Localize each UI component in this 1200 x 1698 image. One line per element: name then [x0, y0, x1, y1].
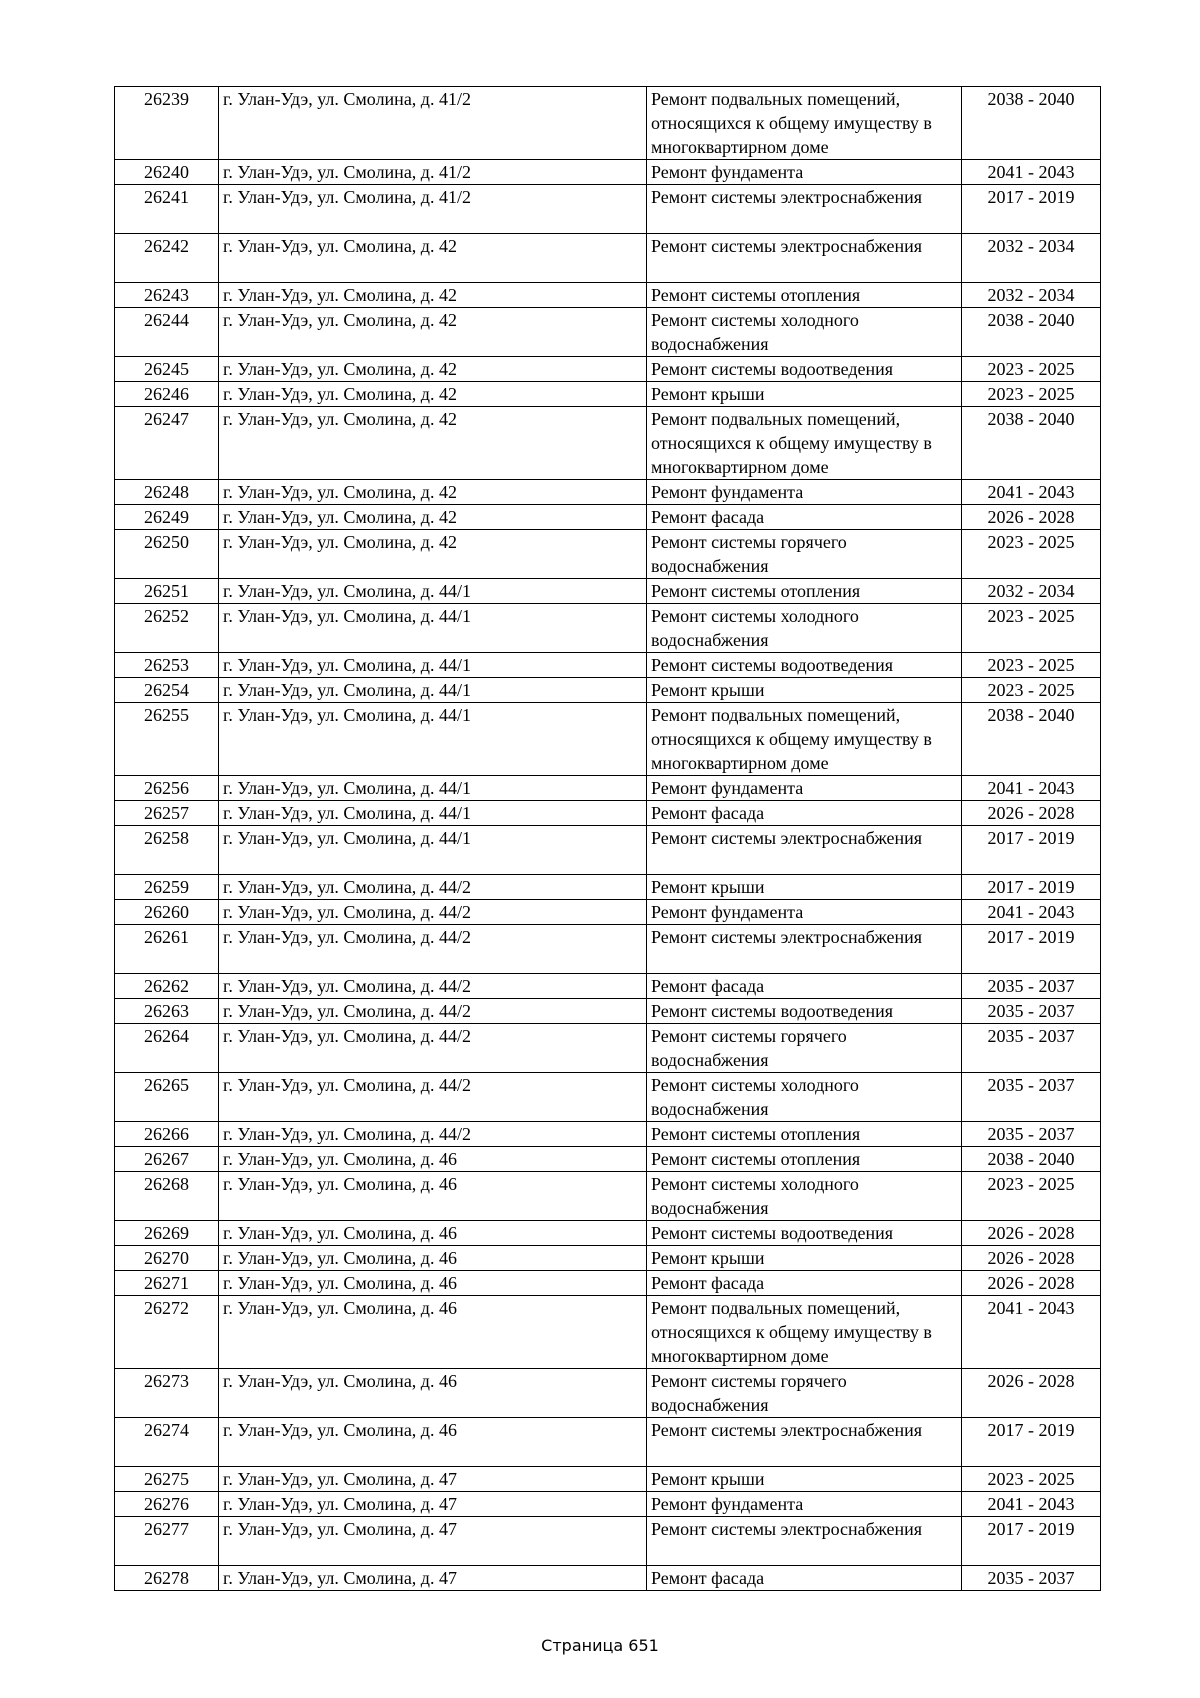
period-cell: 2026 - 2028: [962, 505, 1101, 530]
period-cell: 2035 - 2037: [962, 1024, 1101, 1073]
row-number-cell: 26271: [115, 1271, 219, 1296]
row-number-cell: 26270: [115, 1246, 219, 1271]
table-row: [115, 604, 1101, 653]
row-number-cell: 26242: [115, 234, 219, 283]
table-row: [115, 1517, 1101, 1566]
address-cell: г. Улан-Удэ, ул. Смолина, д. 41/2: [219, 87, 647, 160]
row-number-cell: 26243: [115, 283, 219, 308]
work-type-cell: Ремонт системы отопления: [647, 579, 962, 604]
address-cell: г. Улан-Удэ, ул. Смолина, д. 44/2: [219, 974, 647, 999]
work-type-cell: Ремонт системы отопления: [647, 1147, 962, 1172]
work-type-cell: Ремонт фундамента: [647, 900, 962, 925]
period-cell: 2035 - 2037: [962, 974, 1101, 999]
address-cell: г. Улан-Удэ, ул. Смолина, д. 46: [219, 1418, 647, 1467]
address-cell: г. Улан-Удэ, ул. Смолина, д. 47: [219, 1467, 647, 1492]
address-cell: г. Улан-Удэ, ул. Смолина, д. 46: [219, 1147, 647, 1172]
period-cell: 2017 - 2019: [962, 826, 1101, 875]
period-cell: 2032 - 2034: [962, 579, 1101, 604]
work-type-cell: Ремонт системы водоотведения: [647, 357, 962, 382]
period-cell: 2038 - 2040: [962, 87, 1101, 160]
row-number-cell: 26264: [115, 1024, 219, 1073]
table-row: [115, 1271, 1101, 1296]
work-type-cell: Ремонт системы холодного водоснабжения: [647, 1073, 962, 1122]
table-row: [115, 1467, 1101, 1492]
row-number-cell: 26240: [115, 160, 219, 185]
period-cell: 2023 - 2025: [962, 604, 1101, 653]
address-cell: г. Улан-Удэ, ул. Смолина, д. 44/1: [219, 604, 647, 653]
address-cell: г. Улан-Удэ, ул. Смолина, д. 47: [219, 1566, 647, 1591]
row-number-cell: 26244: [115, 308, 219, 357]
period-cell: 2023 - 2025: [962, 357, 1101, 382]
row-number-cell: 26267: [115, 1147, 219, 1172]
row-number-cell: 26255: [115, 703, 219, 776]
table-row: [115, 1024, 1101, 1073]
work-type-cell: Ремонт подвальных помещений, относящихся к общему имуществу в многоквартирном доме: [647, 1296, 962, 1369]
address-cell: г. Улан-Удэ, ул. Смолина, д. 46: [219, 1271, 647, 1296]
address-cell: г. Улан-Удэ, ул. Смолина, д. 46: [219, 1369, 647, 1418]
table-row: [115, 974, 1101, 999]
period-cell: 2026 - 2028: [962, 1271, 1101, 1296]
period-cell: 2038 - 2040: [962, 407, 1101, 480]
address-cell: г. Улан-Удэ, ул. Смолина, д. 44/2: [219, 875, 647, 900]
address-cell: г. Улан-Удэ, ул. Смолина, д. 44/2: [219, 925, 647, 974]
table-row: [115, 382, 1101, 407]
row-number-cell: 26252: [115, 604, 219, 653]
address-cell: г. Улан-Удэ, ул. Смолина, д. 42: [219, 407, 647, 480]
address-cell: г. Улан-Удэ, ул. Смолина, д. 46: [219, 1296, 647, 1369]
period-cell: 2026 - 2028: [962, 1369, 1101, 1418]
work-type-cell: Ремонт системы электроснабжения: [647, 925, 962, 974]
address-cell: г. Улан-Удэ, ул. Смолина, д. 44/1: [219, 579, 647, 604]
row-number-cell: 26259: [115, 875, 219, 900]
row-number-cell: 26278: [115, 1566, 219, 1591]
period-cell: 2023 - 2025: [962, 1467, 1101, 1492]
work-type-cell: Ремонт крыши: [647, 382, 962, 407]
row-number-cell: 26272: [115, 1296, 219, 1369]
work-type-cell: Ремонт системы отопления: [647, 283, 962, 308]
work-type-cell: Ремонт системы водоотведения: [647, 653, 962, 678]
address-cell: г. Улан-Удэ, ул. Смолина, д. 44/2: [219, 999, 647, 1024]
table-row: [115, 776, 1101, 801]
period-cell: 2041 - 2043: [962, 160, 1101, 185]
work-type-cell: Ремонт фасада: [647, 801, 962, 826]
row-number-cell: 26277: [115, 1517, 219, 1566]
address-cell: г. Улан-Удэ, ул. Смолина, д. 44/1: [219, 826, 647, 875]
period-cell: 2038 - 2040: [962, 308, 1101, 357]
table-row: [115, 925, 1101, 974]
period-cell: 2032 - 2034: [962, 234, 1101, 283]
work-type-cell: Ремонт системы холодного водоснабжения: [647, 604, 962, 653]
table-row: [115, 234, 1101, 283]
work-type-cell: Ремонт системы водоотведения: [647, 1221, 962, 1246]
address-cell: г. Улан-Удэ, ул. Смолина, д. 44/1: [219, 801, 647, 826]
work-type-cell: Ремонт системы электроснабжения: [647, 234, 962, 283]
row-number-cell: 26250: [115, 530, 219, 579]
table-row: [115, 1172, 1101, 1221]
table-row: [115, 87, 1101, 160]
period-cell: 2035 - 2037: [962, 1073, 1101, 1122]
work-type-cell: Ремонт системы электроснабжения: [647, 826, 962, 875]
period-cell: 2023 - 2025: [962, 530, 1101, 579]
period-cell: 2023 - 2025: [962, 678, 1101, 703]
row-number-cell: 26257: [115, 801, 219, 826]
table-row: [115, 530, 1101, 579]
table-row: [115, 900, 1101, 925]
period-cell: 2041 - 2043: [962, 900, 1101, 925]
table-row: [115, 1073, 1101, 1122]
work-type-cell: Ремонт крыши: [647, 875, 962, 900]
work-type-cell: Ремонт системы горячего водоснабжения: [647, 1024, 962, 1073]
address-cell: г. Улан-Удэ, ул. Смолина, д. 42: [219, 480, 647, 505]
address-cell: г. Улан-Удэ, ул. Смолина, д. 41/2: [219, 160, 647, 185]
table-row: [115, 185, 1101, 234]
work-type-cell: Ремонт фасада: [647, 1566, 962, 1591]
row-number-cell: 26261: [115, 925, 219, 974]
period-cell: 2035 - 2037: [962, 999, 1101, 1024]
row-number-cell: 26247: [115, 407, 219, 480]
address-cell: г. Улан-Удэ, ул. Смолина, д. 44/2: [219, 1073, 647, 1122]
table-row: [115, 1246, 1101, 1271]
work-type-cell: Ремонт системы холодного водоснабжения: [647, 1172, 962, 1221]
row-number-cell: 26262: [115, 974, 219, 999]
work-type-cell: Ремонт системы электроснабжения: [647, 1418, 962, 1467]
address-cell: г. Улан-Удэ, ул. Смолина, д. 42: [219, 308, 647, 357]
table-row: [115, 407, 1101, 480]
work-type-cell: Ремонт системы горячего водоснабжения: [647, 1369, 962, 1418]
row-number-cell: 26274: [115, 1418, 219, 1467]
period-cell: 2026 - 2028: [962, 1246, 1101, 1271]
work-type-cell: Ремонт подвальных помещений, относящихся к общему имуществу в многоквартирном доме: [647, 407, 962, 480]
address-cell: г. Улан-Удэ, ул. Смолина, д. 42: [219, 283, 647, 308]
address-cell: г. Улан-Удэ, ул. Смолина, д. 42: [219, 357, 647, 382]
row-number-cell: 26258: [115, 826, 219, 875]
period-cell: 2038 - 2040: [962, 703, 1101, 776]
address-cell: г. Улан-Удэ, ул. Смолина, д. 47: [219, 1517, 647, 1566]
row-number-cell: 26249: [115, 505, 219, 530]
period-cell: 2017 - 2019: [962, 185, 1101, 234]
address-cell: г. Улан-Удэ, ул. Смолина, д. 46: [219, 1221, 647, 1246]
row-number-cell: 26266: [115, 1122, 219, 1147]
work-type-cell: Ремонт подвальных помещений, относящихся к общему имуществу в многоквартирном доме: [647, 87, 962, 160]
table-row: [115, 678, 1101, 703]
row-number-cell: 26273: [115, 1369, 219, 1418]
row-number-cell: 26251: [115, 579, 219, 604]
work-type-cell: Ремонт системы электроснабжения: [647, 1517, 962, 1566]
period-cell: 2038 - 2040: [962, 1147, 1101, 1172]
address-cell: г. Улан-Удэ, ул. Смолина, д. 42: [219, 505, 647, 530]
row-number-cell: 26256: [115, 776, 219, 801]
period-cell: 2017 - 2019: [962, 925, 1101, 974]
work-type-cell: Ремонт системы горячего водоснабжения: [647, 530, 962, 579]
period-cell: 2026 - 2028: [962, 1221, 1101, 1246]
row-number-cell: 26245: [115, 357, 219, 382]
period-cell: 2041 - 2043: [962, 1296, 1101, 1369]
period-cell: 2023 - 2025: [962, 382, 1101, 407]
table-row: [115, 703, 1101, 776]
table-row: [115, 283, 1101, 308]
work-type-cell: Ремонт фундамента: [647, 776, 962, 801]
work-type-cell: Ремонт подвальных помещений, относящихся к общему имуществу в многоквартирном доме: [647, 703, 962, 776]
work-type-cell: Ремонт крыши: [647, 1467, 962, 1492]
row-number-cell: 26260: [115, 900, 219, 925]
address-cell: г. Улан-Удэ, ул. Смолина, д. 44/1: [219, 776, 647, 801]
row-number-cell: 26241: [115, 185, 219, 234]
period-cell: 2035 - 2037: [962, 1122, 1101, 1147]
row-number-cell: 26253: [115, 653, 219, 678]
page-number: Страница 651: [541, 1636, 659, 1655]
period-cell: 2017 - 2019: [962, 1517, 1101, 1566]
period-cell: 2023 - 2025: [962, 1172, 1101, 1221]
work-type-cell: Ремонт крыши: [647, 678, 962, 703]
table-row: [115, 801, 1101, 826]
table-row: [115, 1566, 1101, 1591]
period-cell: 2017 - 2019: [962, 875, 1101, 900]
work-type-cell: Ремонт фундамента: [647, 160, 962, 185]
table-row: [115, 1221, 1101, 1246]
period-cell: 2023 - 2025: [962, 653, 1101, 678]
row-number-cell: 26276: [115, 1492, 219, 1517]
address-cell: г. Улан-Удэ, ул. Смолина, д. 46: [219, 1172, 647, 1221]
work-type-cell: Ремонт системы водоотведения: [647, 999, 962, 1024]
period-cell: 2041 - 2043: [962, 480, 1101, 505]
address-cell: г. Улан-Удэ, ул. Смолина, д. 44/1: [219, 703, 647, 776]
period-cell: 2026 - 2028: [962, 801, 1101, 826]
row-number-cell: 26265: [115, 1073, 219, 1122]
address-cell: г. Улан-Удэ, ул. Смолина, д. 42: [219, 530, 647, 579]
table-row: [115, 480, 1101, 505]
work-type-cell: Ремонт фундамента: [647, 1492, 962, 1517]
row-number-cell: 26254: [115, 678, 219, 703]
work-type-cell: Ремонт крыши: [647, 1246, 962, 1271]
period-cell: 2032 - 2034: [962, 283, 1101, 308]
work-type-cell: Ремонт фасада: [647, 505, 962, 530]
table-row: [115, 160, 1101, 185]
table-row: [115, 357, 1101, 382]
table-row: [115, 653, 1101, 678]
address-cell: г. Улан-Удэ, ул. Смолина, д. 42: [219, 234, 647, 283]
period-cell: 2041 - 2043: [962, 1492, 1101, 1517]
row-number-cell: 26246: [115, 382, 219, 407]
work-type-cell: Ремонт системы отопления: [647, 1122, 962, 1147]
period-cell: 2035 - 2037: [962, 1566, 1101, 1591]
work-type-cell: Ремонт фасада: [647, 1271, 962, 1296]
address-cell: г. Улан-Удэ, ул. Смолина, д. 41/2: [219, 185, 647, 234]
table-row: [115, 1122, 1101, 1147]
period-cell: 2041 - 2043: [962, 776, 1101, 801]
table-row: [115, 875, 1101, 900]
work-type-cell: Ремонт фасада: [647, 974, 962, 999]
table-row: [115, 1369, 1101, 1418]
repair-schedule-table: [114, 86, 1101, 1591]
row-number-cell: 26239: [115, 87, 219, 160]
address-cell: г. Улан-Удэ, ул. Смолина, д. 44/1: [219, 653, 647, 678]
row-number-cell: 26269: [115, 1221, 219, 1246]
table-body: [115, 87, 1101, 1591]
address-cell: г. Улан-Удэ, ул. Смолина, д. 47: [219, 1492, 647, 1517]
address-cell: г. Улан-Удэ, ул. Смолина, д. 44/2: [219, 1122, 647, 1147]
address-cell: г. Улан-Удэ, ул. Смолина, д. 44/2: [219, 900, 647, 925]
table-row: [115, 826, 1101, 875]
work-type-cell: Ремонт системы электроснабжения: [647, 185, 962, 234]
address-cell: г. Улан-Удэ, ул. Смолина, д. 42: [219, 382, 647, 407]
address-cell: г. Улан-Удэ, ул. Смолина, д. 44/1: [219, 678, 647, 703]
address-cell: г. Улан-Удэ, ул. Смолина, д. 44/2: [219, 1024, 647, 1073]
table-row: [115, 579, 1101, 604]
table-row: [115, 1418, 1101, 1467]
period-cell: 2017 - 2019: [962, 1418, 1101, 1467]
table-row: [115, 505, 1101, 530]
row-number-cell: 26275: [115, 1467, 219, 1492]
row-number-cell: 26248: [115, 480, 219, 505]
row-number-cell: 26263: [115, 999, 219, 1024]
row-number-cell: 26268: [115, 1172, 219, 1221]
table-row: [115, 1492, 1101, 1517]
table-row: [115, 999, 1101, 1024]
table-row: [115, 308, 1101, 357]
work-type-cell: Ремонт фундамента: [647, 480, 962, 505]
work-type-cell: Ремонт системы холодного водоснабжения: [647, 308, 962, 357]
table-row: [115, 1296, 1101, 1369]
table-row: [115, 1147, 1101, 1172]
address-cell: г. Улан-Удэ, ул. Смолина, д. 46: [219, 1246, 647, 1271]
